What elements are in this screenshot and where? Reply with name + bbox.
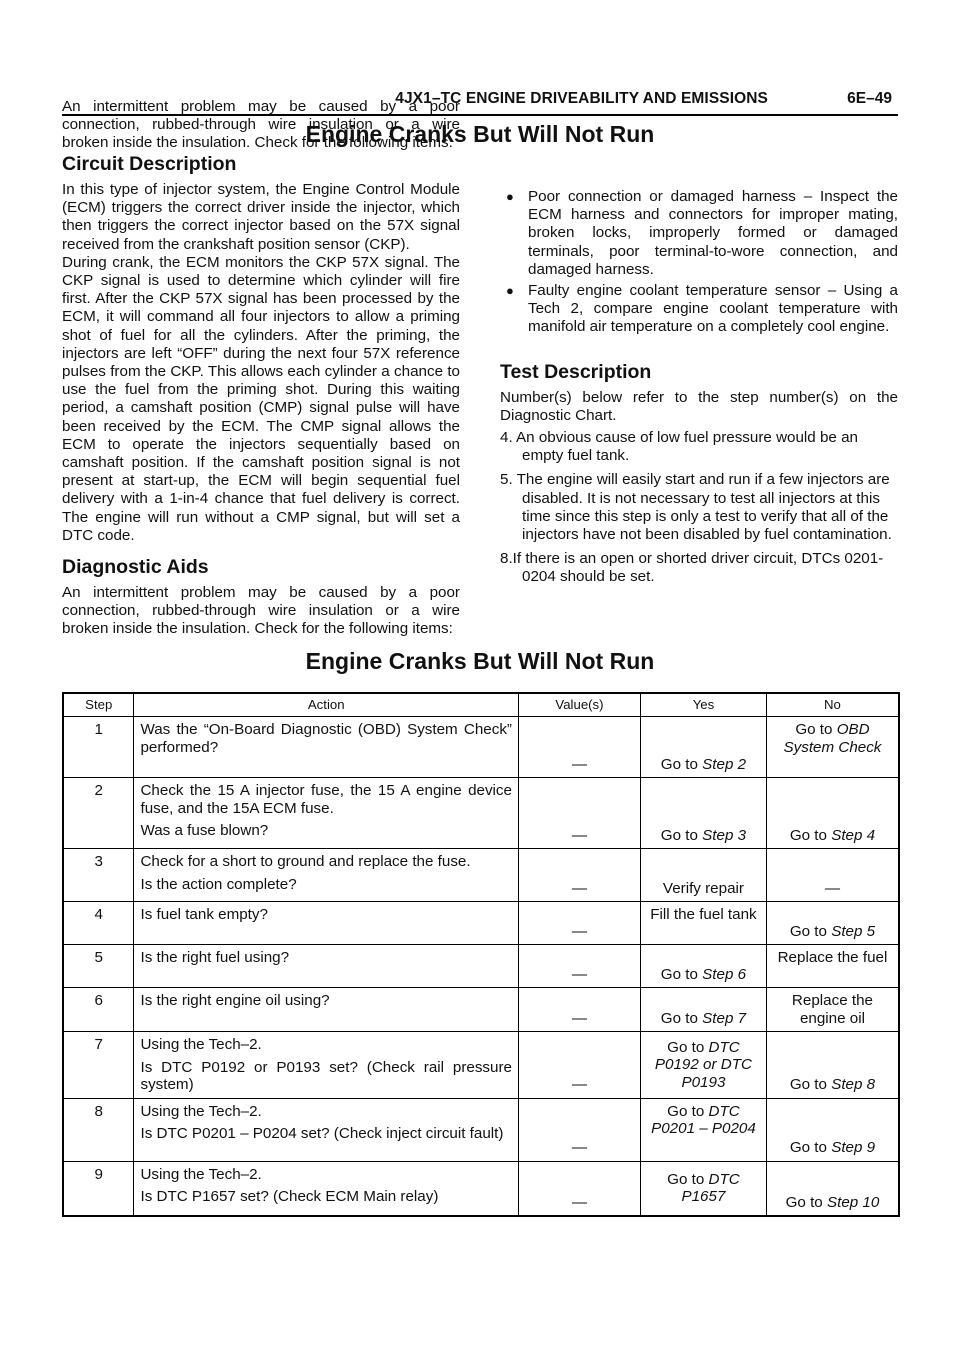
action-text: Using the Tech–2. [140, 1102, 262, 1120]
action-text: Is the right fuel using? [140, 949, 290, 966]
action-question: Is DTC P1657 set? (Check ECM Main relay) [140, 1188, 439, 1205]
step-no [766, 778, 899, 849]
step-no [766, 849, 899, 902]
section-title: 4JX1–TC ENGINE DRIVEABILITY AND EMISSIONS [395, 90, 768, 107]
step-action [134, 1032, 519, 1099]
step-yes [640, 1161, 766, 1216]
step-action [134, 778, 519, 849]
step-action [134, 988, 519, 1032]
step-yes [640, 778, 766, 849]
step-no [766, 988, 899, 1032]
step-value: — [518, 1032, 640, 1099]
col-header-yes: Yes [640, 693, 766, 717]
step-number: 7 [63, 1032, 134, 1099]
left-column [62, 152, 460, 638]
no-ref: Step 5 [831, 922, 876, 940]
action-question: Is DTC P0192 or P0193 set? (Check rail pressure system) [140, 1058, 512, 1093]
step-value: — [518, 849, 640, 902]
yes-ref: DTC P0192 or DTC P0193 [654, 1038, 752, 1091]
no-text: Go to [795, 721, 837, 738]
step-yes [640, 1032, 766, 1099]
test-item-4: 4. An obvious cause of low fuel pressure would be an empty fuel tank. [500, 429, 858, 465]
diagnostic-table [62, 692, 900, 1217]
yes-text: Go to [660, 965, 703, 983]
step-yes [640, 988, 766, 1032]
step-value: — [518, 902, 640, 945]
table-title: Engine Cranks But Will Not Run [305, 648, 655, 674]
step-no [766, 1161, 899, 1216]
step-number: 3 [63, 849, 134, 902]
no-ref: OBD System Check [783, 721, 882, 756]
test-item-8: 8.If there is an open or shorted driver circuit, DTCs 0201-0204 should be set. [500, 550, 884, 586]
yes-text: Go to [660, 826, 703, 844]
step-value: — [518, 988, 640, 1032]
action-text: Using the Tech–2. [140, 1036, 262, 1053]
yes-text: Go to [660, 755, 703, 773]
no-text: Go to [789, 922, 832, 940]
step-no [766, 1098, 899, 1161]
no-text: Replace the fuel [777, 949, 888, 966]
step-number: 2 [63, 778, 134, 849]
table-row [63, 849, 899, 902]
no-text: — [824, 879, 841, 897]
step-number: 8 [63, 1098, 134, 1161]
table-row [63, 717, 899, 778]
action-text: Is fuel tank empty? [140, 906, 268, 923]
step-number: 4 [63, 902, 134, 945]
step-number: 1 [63, 717, 134, 778]
step-action [134, 717, 519, 778]
bullet-text: Poor connection or damaged harness – Inspect the ECM harness and connectors for improper mating, broken locks, improperly formed or damaged terminals, poor terminal-to-wore connection, and damaged harness. [528, 188, 898, 278]
step-yes [640, 849, 766, 902]
circuit-description-para1: In this type of injector system, the Engine Control Module (ECM) triggers the correct driver inside the injector, which then triggers the correct injector based on the 57X signal received from the crankshaft position sensor (CKP). [62, 181, 460, 253]
table-row [63, 902, 899, 945]
step-yes [640, 902, 766, 945]
action-question: Was a fuse blown? [140, 822, 269, 839]
step-value: — [518, 1098, 640, 1161]
diagnostic-aids-bullet [500, 188, 898, 279]
step-yes [640, 945, 766, 988]
yes-text: Go to [660, 1009, 703, 1027]
table-row [63, 778, 899, 849]
yes-text: Verify repair [662, 879, 744, 897]
action-question: Is the action complete? [140, 875, 297, 893]
no-ref: Step 4 [831, 826, 876, 844]
circuit-description-heading: Circuit Description [62, 153, 237, 175]
test-item-5: 5. The engine will easily start and run if a few injectors are disabled. It is not necessary to test all injectors at this time since this step is only a test to verify that all of the injectors have not been disabled by fuel contamination. [500, 471, 892, 544]
action-text: Using the Tech–2. [140, 1165, 262, 1183]
test-description-heading: Test Description [500, 360, 652, 383]
page-title: Engine Cranks But Will Not Run [305, 121, 655, 147]
step-action [134, 902, 519, 945]
page-number: 6E–49 [847, 90, 892, 107]
yes-text: Go to [667, 1038, 709, 1056]
step-value: — [518, 717, 640, 778]
yes-ref: Step 2 [702, 755, 747, 773]
action-text: Check the 15 A injector fuse, the 15 A engine device fuse, and the 15A ECM fuse. [140, 782, 512, 817]
test-description-intro: Number(s) below refer to the step number(s) on the Diagnostic Chart. [500, 388, 898, 424]
table-row [63, 1098, 899, 1161]
action-text: Is the right engine oil using? [140, 992, 330, 1009]
col-header-action: Action [134, 693, 519, 717]
step-yes [640, 717, 766, 778]
no-text: Go to [789, 826, 832, 844]
yes-ref: DTC P0201 – P0204 [651, 1102, 756, 1137]
diagnostic-aids-bullet [500, 282, 898, 337]
action-question: Is DTC P0201 – P0204 set? (Check inject circuit fault) [140, 1125, 504, 1142]
col-header-step: Step [63, 693, 134, 717]
step-no [766, 1032, 899, 1099]
step-no [766, 945, 899, 988]
step-action [134, 1098, 519, 1161]
step-no [766, 902, 899, 945]
action-text: Was the “On-Board Diagnostic (OBD) System Check” performed? [140, 721, 512, 756]
step-action [134, 945, 519, 988]
step-action [134, 1161, 519, 1216]
step-yes [640, 1098, 766, 1161]
step-number: 5 [63, 945, 134, 988]
yes-text: Go to [667, 1102, 709, 1120]
diagnostic-aids-para1: An intermittent problem may be caused by a poor connection, rubbed-through wire insulation or a wire broken inside the insulation. Check for the following items: [62, 584, 460, 638]
step-no [766, 717, 899, 778]
no-text: Replace the engine oil [791, 992, 873, 1027]
step-number: 6 [63, 988, 134, 1032]
bullet-icon: ● [506, 189, 514, 204]
step-action [134, 849, 519, 902]
step-value: — [518, 778, 640, 849]
no-ref: Step 10 [826, 1193, 880, 1211]
yes-ref: Step 3 [702, 826, 747, 844]
table-row [63, 988, 899, 1032]
diagnostic-aids-heading: Diagnostic Aids [62, 556, 209, 579]
table-row [63, 1032, 899, 1099]
no-text: Go to [789, 1076, 832, 1093]
step-number: 9 [63, 1161, 134, 1216]
table-header-row [63, 693, 899, 717]
no-text: Go to [785, 1193, 827, 1211]
no-ref: Step 8 [831, 1076, 876, 1093]
action-text: Check for a short to ground and replace the fuse. [140, 853, 471, 870]
diagnostic-aids-para1-overflow: An intermittent problem may be caused by a poor connection, rubbed-through wire insulation or a wire broken inside the insulation. Check for the following items: [62, 98, 460, 152]
yes-ref: DTC P1657 [681, 1170, 740, 1206]
yes-text: Go to [667, 1170, 709, 1188]
step-value: — [518, 1161, 640, 1216]
circuit-description-para2: During crank, the ECM monitors the CKP 57X signal. The CKP signal is used to determine which cylinder will fire first. After the CKP 57X signal has been processed by the ECM, it will command all four injectors to allow a priming shot of fuel for all the cylinders. After the priming, the injectors are left “OFF” during the next four 57X reference pulses from the CKP. This allows each cylinder a chance to use the fuel from the priming shot. During this waiting period, a camshaft position (CMP) signal pulse will have been received by the ECM. The CMP signal allows the ECM to operate the injectors sequentially based on camshaft position. If the camshaft position signal is not present at start-up, the ECM will begin sequential fuel delivery with a 1-in-4 chance that fuel delivery is correct. The engine will run without a CMP signal, but will set a DTC code. [62, 253, 460, 544]
step-value: — [518, 945, 640, 988]
yes-ref: Step 6 [702, 965, 747, 983]
bullet-icon: ● [506, 283, 514, 299]
table-row [63, 945, 899, 988]
no-text: Go to [789, 1139, 832, 1156]
yes-text: Fill the fuel tank [650, 906, 757, 923]
table-row [63, 1161, 899, 1216]
yes-ref: Step 7 [702, 1009, 747, 1027]
col-header-no: No [766, 693, 899, 717]
no-ref: Step 9 [831, 1139, 876, 1156]
bullet-text: Faulty engine coolant temperature sensor – Using a Tech 2, compare engine coolant temperature with manifold air temperature on a completely cool engine. [528, 282, 898, 336]
col-header-values: Value(s) [518, 693, 640, 717]
